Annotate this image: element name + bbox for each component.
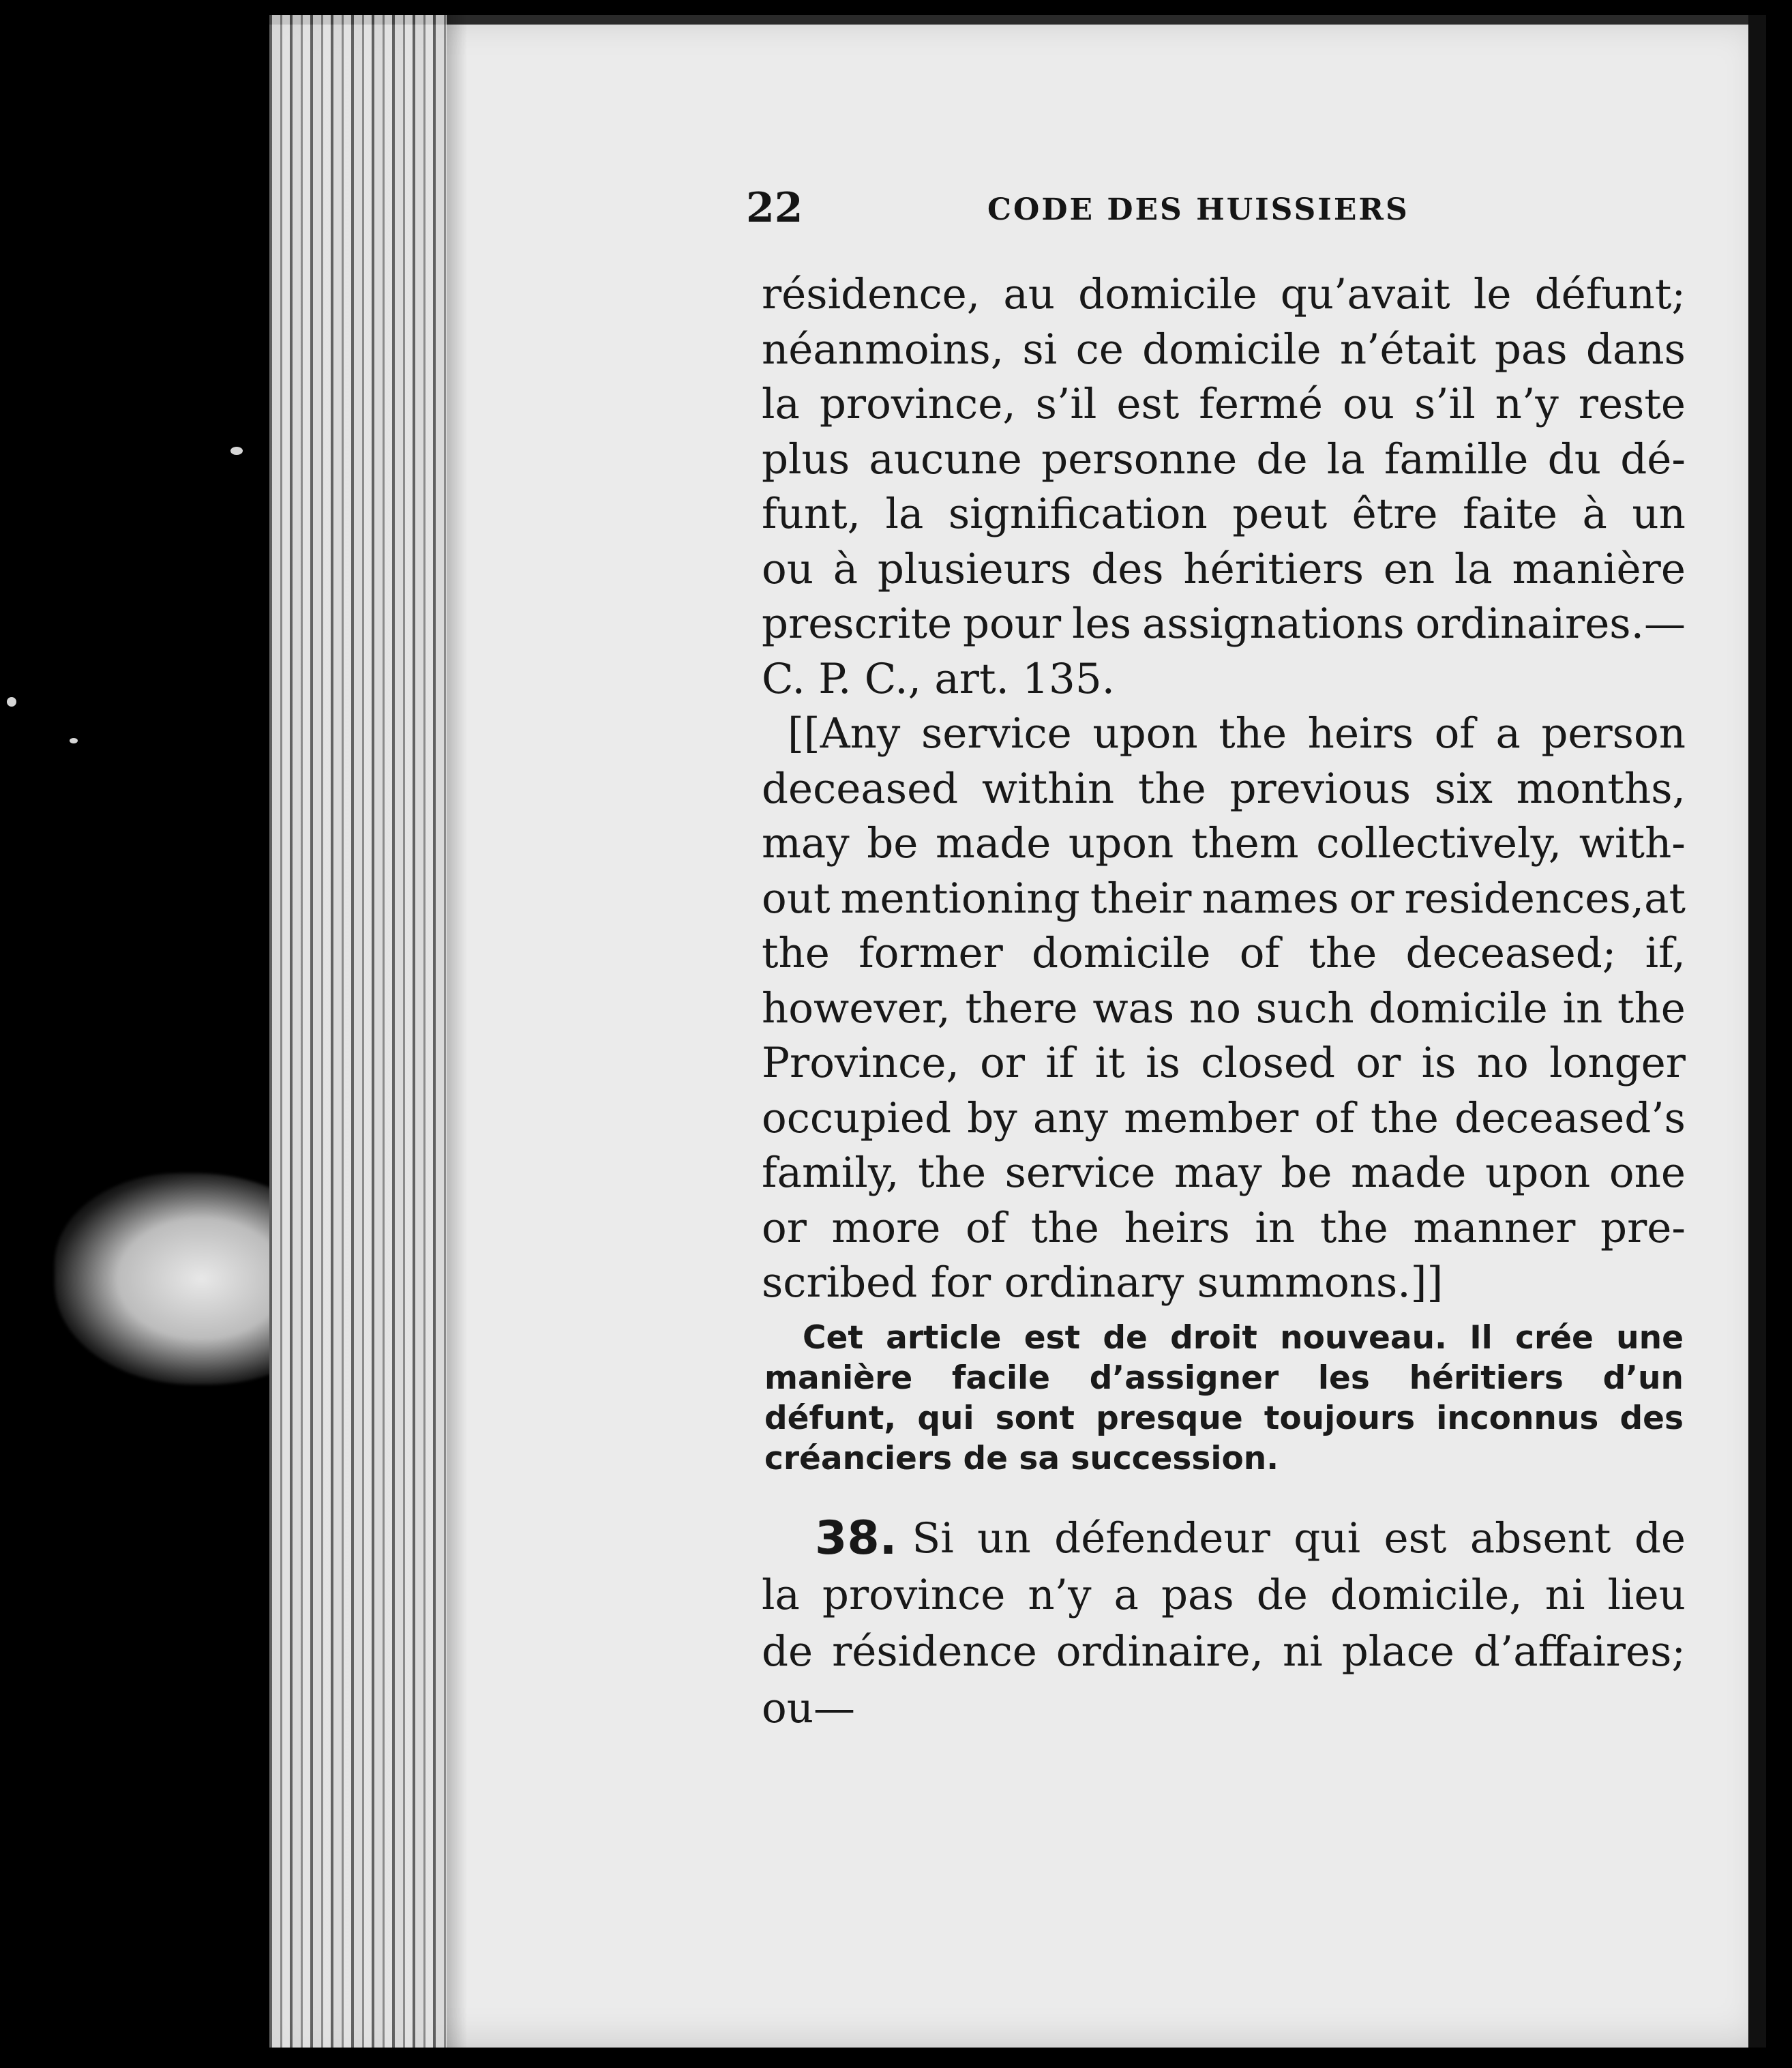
french-paragraph xyxy=(762,267,1686,707)
text-line: Province, or if it is closed or is no longer xyxy=(762,1039,1686,1087)
text-line: de résidence ordinaire, ni place d’affaires; xyxy=(762,1627,1686,1676)
text-line: résidence, au domicile qu’avait le défunt; xyxy=(762,270,1686,319)
main-text xyxy=(762,267,1686,1311)
article-first-line-text: Si un défendeur qui est absent de xyxy=(912,1514,1686,1563)
text-line: ou— xyxy=(762,1684,856,1732)
text-line: [[Any service upon the heirs of a person xyxy=(788,709,1686,758)
commentary-note xyxy=(764,1318,1684,1479)
dust-speck xyxy=(7,697,16,707)
article-first-line xyxy=(762,1510,1686,1567)
page-header xyxy=(746,184,1435,239)
page-number: 22 xyxy=(746,184,803,232)
text-line: however, there was no such domicile in the xyxy=(762,984,1686,1033)
note-line: Cet article est de droit nouveau. Il crée une xyxy=(803,1319,1684,1357)
text-line: funt, la signification peut être faite à un xyxy=(762,490,1686,538)
dust-speck xyxy=(70,738,78,743)
text-line: scribed for ordinary summons.]] xyxy=(762,1258,1444,1307)
article-number: 38. xyxy=(815,1511,897,1565)
text-line: occupied by any member of the deceased’s xyxy=(762,1093,1686,1142)
text-line: la province, s’il est fermé ou s’il n’y reste xyxy=(762,380,1686,428)
page-stack-edges xyxy=(269,15,447,2048)
note-line: créanciers de sa succession. xyxy=(764,1440,1279,1477)
text-line: or more of the heirs in the manner pre- xyxy=(762,1203,1686,1252)
text-line: néanmoins, si ce domicile n’était pas dans xyxy=(762,325,1686,374)
english-paragraph xyxy=(762,707,1686,1311)
note-line: manière facile d’assigner les héritiers d’un xyxy=(764,1359,1684,1397)
article-38 xyxy=(762,1510,1686,1737)
text-line: la province n’y a pas de domicile, ni lieu xyxy=(762,1571,1686,1619)
running-head: CODE DES HUISSIERS xyxy=(987,192,1409,227)
text-line: family, the service may be made upon one xyxy=(762,1149,1686,1197)
page-top-edge xyxy=(269,15,1766,25)
text-line: ou à plusieurs des héritiers en la manière xyxy=(762,544,1686,593)
text-line: plus aucune personne de la famille du dé- xyxy=(762,434,1686,484)
text-line: out mentioning their names or residences,at xyxy=(762,874,1686,923)
text-line: prescrite pour les assignations ordinaires.— xyxy=(762,600,1686,648)
text-line: the former domicile of the deceased; if, xyxy=(762,929,1686,977)
note-line: défunt, qui sont presque toujours inconnus des xyxy=(764,1400,1684,1437)
text-line: may be made upon them collectively, with- xyxy=(762,819,1686,868)
text-line: C. P. C., art. 135. xyxy=(762,654,1116,703)
dust-speck xyxy=(230,447,243,455)
page-right-edge xyxy=(1748,15,1766,2048)
text-line: deceased within the previous six months, xyxy=(762,764,1686,813)
